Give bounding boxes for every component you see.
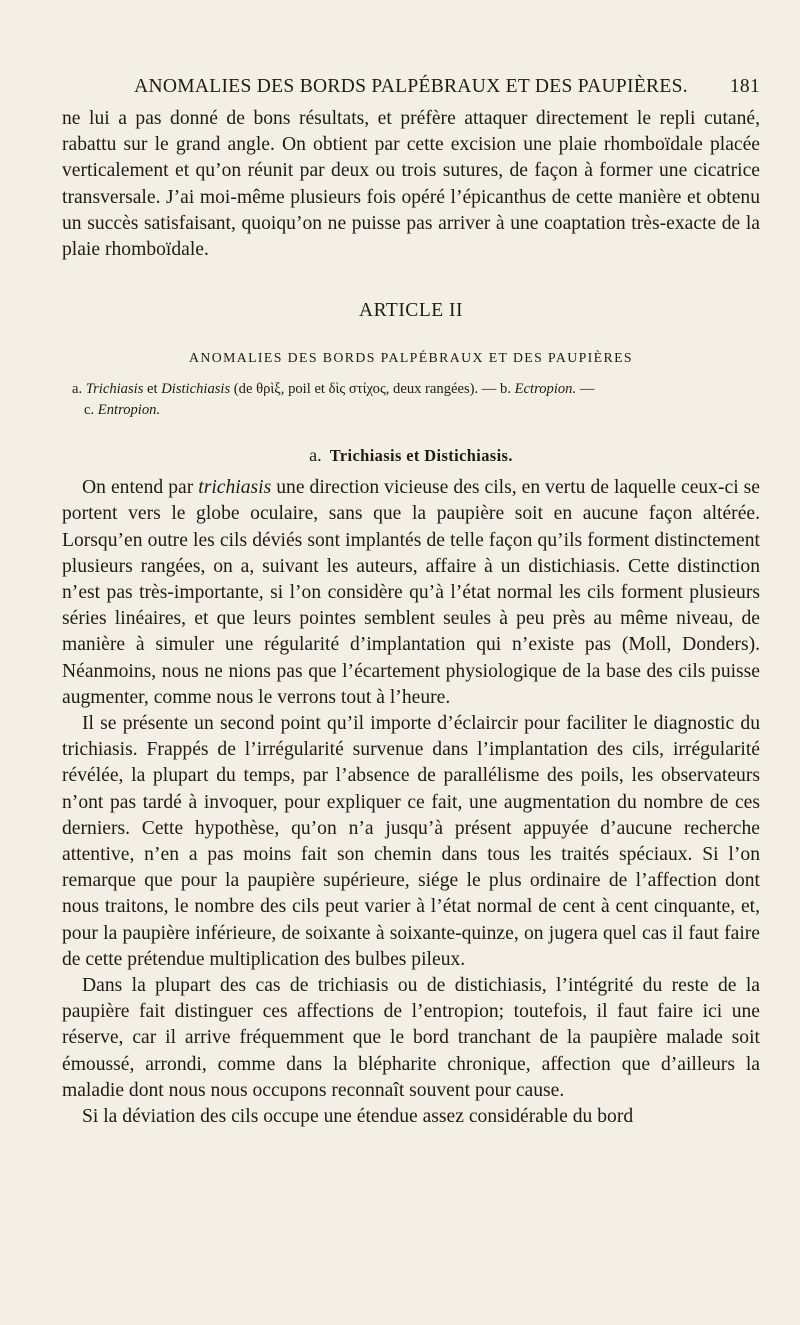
subsection-heading <box>62 443 760 467</box>
running-head <box>62 72 760 102</box>
contents-line-1 <box>72 379 760 400</box>
subsection-title: Trichiasis et Distichiasis. <box>329 446 513 466</box>
paragraph-definition <box>62 475 760 711</box>
contents-label-a: a. <box>72 381 83 398</box>
contents-term-entropion: Entropion. <box>97 402 161 419</box>
contents-line-2 <box>72 400 760 421</box>
article-contents <box>62 379 760 421</box>
paragraph-deviation: Si la déviation des cils occupe une étendue assez considérable du bord <box>82 1106 634 1128</box>
contents-label-b: b. <box>500 381 511 398</box>
contents-term-distichiasis: Distichiasis <box>161 381 231 398</box>
page-number: 181 <box>729 76 760 97</box>
contents-gloss: (de θρὶξ, poil et δὶς στίχος, deux rangées). — <box>230 381 501 398</box>
paragraph-definition-prefix: On entend par <box>82 477 199 499</box>
paragraph-entropion: Dans la plupart des cas de trichiasis ou de distichiasis, l’intégrité du reste de la paupière fait distinguer ces affections de l’entropion; toutefois, il faut faire ici une réserve, car il arrive fréquemment que le bord tranchant de la paupière malade soit émoussé, arrondi, comme dans la blépharite chronique, affection que d’ailleurs la maladie dont nous nous occupons reconnaît souvent pour cause. <box>62 975 760 1101</box>
contents-label-c: c. <box>84 402 95 419</box>
subsection-label: a. <box>309 445 322 466</box>
section-title: ANOMALIES DES BORDS PALPÉBRAUX ET DES PAUPIÈRES <box>188 350 633 366</box>
paragraph-diagnosis: Il se présente un second point qu’il importe d’éclaircir pour faciliter le diagnostic du trichiasis. Frappés de l’irrégularité survenue dans l’implantation des cils, irrégularité révélée, la plupart du temps, par l’absence de parallélisme des poils, les observateurs n’ont pas tardé à invoquer, pour expliquer ce fait, une augmentation du nombre de ces derniers. Cette hypothèse, qu’on n’a jusqu’à présent appuyée d’aucune recherche attentive, n’en a pas moins fait son chemin dans tous les traités spéciaux. Si l’on remarque que pour la paupière supérieure, siége le plus ordinaire de l’affection dont nous traitons, le nombre des cils peut varier à l’état normal de cent à cent cinquante, et, pour la paupière inférieure, de soixante à soixante-quinze, on jugera quel cas il faut faire de cette prétendue multiplication des bulbes pileux. <box>62 713 760 970</box>
paragraph-definition-term: trichiasis <box>198 477 272 499</box>
contents-dash: — <box>576 381 595 398</box>
article-heading: ARTICLE II <box>358 300 463 322</box>
contents-and: et <box>143 381 162 398</box>
intro-paragraph: ne lui a pas donné de bons résultats, et préfère attaquer directement le repli cutané, rabattu sur le grand angle. On obtient par cette excision une plaie rhomboïdale placée verticalement et qu’on réunit par deux ou trois sutures, de façon à former une cicatrice transversale. J’ai moi-même plusieurs fois opéré l’épicanthus de cette manière et obtenu un succès satisfaisant, quoiqu’on ne puisse pas arriver à une coaptation très-exacte de la plaie rhomboïdale. <box>62 108 760 261</box>
contents-term-trichiasis: Trichiasis <box>85 381 144 398</box>
contents-term-ectropion: Ectropion. <box>514 381 577 398</box>
running-head-title: ANOMALIES DES BORDS PALPÉBRAUX ET DES PAUPIÈRES. <box>134 76 688 97</box>
paragraph-definition-text: une direction vicieuse des cils, en vertu de laquelle ceux-ci se portent vers le globe oculaire, sans que la paupière soit en aucune façon altérée. Lorsqu’en outre les cils déviés sont implantés de telle façon qu’ils forment distinctement plusieurs rangées, on a, suivant les auteurs, affaire à un distichiasis. Cette distinction n’est pas très-importante, si l’on considère qu’à l’état normal les cils forment plusieurs séries linéaires, et que leurs pointes semblent seules à peu près au même niveau, de manière à simuler une régularité d’implantation qui n’existe pas (Moll, Donders). Néanmoins, nous ne nions pas que l’écartement physiologique de la base des cils puisse augmenter, comme nous le verrons tout à l’heure. <box>62 477 760 708</box>
